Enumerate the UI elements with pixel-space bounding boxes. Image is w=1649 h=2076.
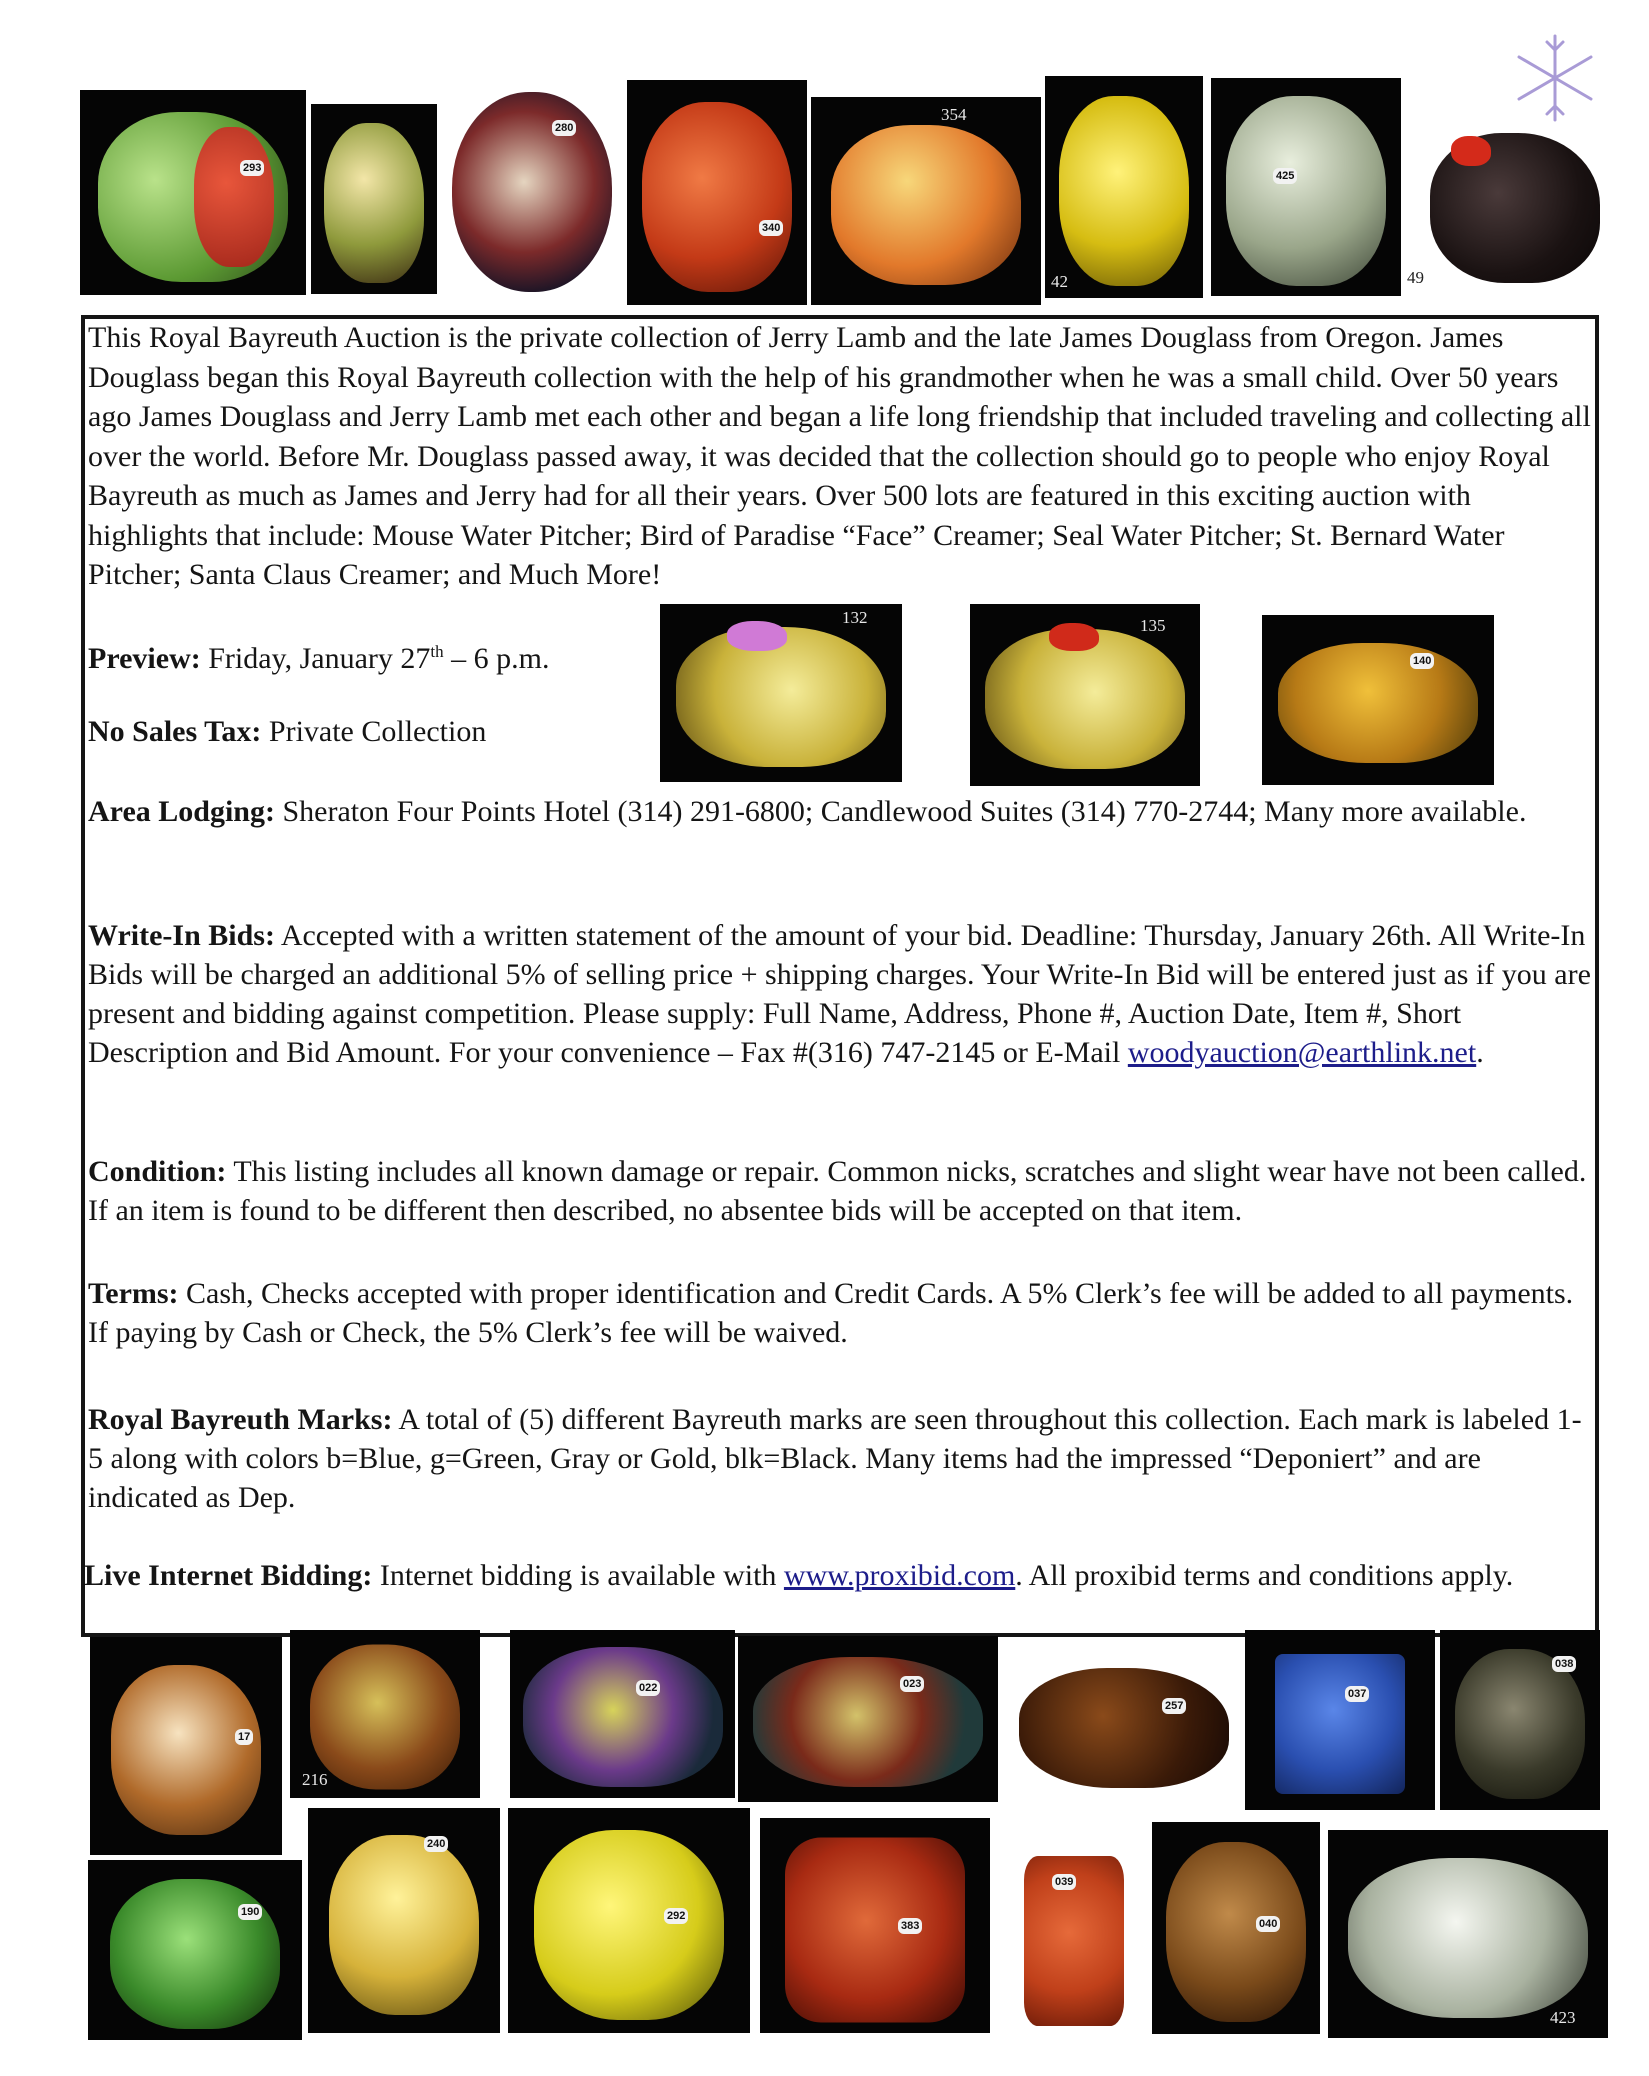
sales-tax-line xyxy=(88,712,648,751)
write-in-label: Write-In Bids: xyxy=(88,919,275,952)
photo-ram-left xyxy=(660,604,902,782)
lot-label: 037 xyxy=(1345,1686,1369,1702)
photo-shell-teapot xyxy=(1211,78,1401,296)
condition-label: Condition: xyxy=(88,1155,227,1188)
preview-time: – 6 p.m. xyxy=(443,642,550,675)
lot-number: 49 xyxy=(1407,268,1424,287)
terms-text: Cash, Checks accepted with proper identification and Credit Cards. A 5% Clerk’s fee will be added to all payments. If paying by Cash or Check, the 5% Clerk’s fee will be waived. xyxy=(88,1277,1574,1349)
photo-lettuce-ladybug-pitcher xyxy=(80,90,306,295)
lodging-label: Area Lodging: xyxy=(88,795,275,828)
photo-butterfly-creamer-2 xyxy=(738,1636,998,1802)
lot-label: 293 xyxy=(240,160,264,176)
photo-gold-creamer xyxy=(308,1808,500,2033)
lot-label: 257 xyxy=(1162,1698,1186,1714)
snowflake-icon xyxy=(1505,28,1605,128)
lot-label: 292 xyxy=(664,1908,688,1924)
preview-label: Preview: xyxy=(88,642,201,675)
lot-number: 132 xyxy=(842,608,868,627)
lodging-paragraph xyxy=(88,792,1558,831)
photo-bear-pitcher xyxy=(1152,1822,1320,2034)
photo-clown-pitcher xyxy=(88,1860,302,2040)
terms-label: Terms: xyxy=(88,1277,179,1310)
preview-date: Friday, January 27 xyxy=(208,642,431,675)
photo-cat-pitcher xyxy=(1045,76,1203,298)
photo-lobster-pitcher xyxy=(627,80,807,305)
preview-date-suffix: th xyxy=(430,642,444,661)
photo-blue-mug xyxy=(1245,1630,1435,1810)
photo-ram-right xyxy=(970,604,1200,786)
photo-portrait-vase xyxy=(442,80,622,295)
write-in-end: . xyxy=(1476,1036,1484,1069)
proxibid-link[interactable]: www.proxibid.com xyxy=(783,1559,1016,1592)
photo-apple-pitcher xyxy=(811,97,1041,305)
lot-label: 022 xyxy=(636,1680,660,1696)
lot-label: 383 xyxy=(898,1918,922,1934)
condition-paragraph xyxy=(88,1152,1598,1230)
internet-text: Internet bidding is available with xyxy=(379,1559,777,1592)
lot-number: 135 xyxy=(1140,616,1166,635)
photo-red-vase xyxy=(760,1818,990,2033)
terms-paragraph xyxy=(88,1274,1588,1352)
photo-butterfly-creamer-1 xyxy=(510,1630,735,1798)
photo-turtle xyxy=(1262,615,1494,785)
lot-label: 023 xyxy=(900,1676,924,1692)
sales-tax-text: Private Collection xyxy=(268,715,487,748)
lot-label: 17 xyxy=(235,1729,253,1745)
lot-label: 040 xyxy=(1256,1916,1280,1932)
lot-number: 423 xyxy=(1550,2008,1576,2027)
photo-parrot-vase xyxy=(1000,1838,1148,2036)
write-in-paragraph xyxy=(88,916,1598,1072)
photo-lemon-pitcher xyxy=(508,1808,750,2033)
lot-label: 190 xyxy=(238,1904,262,1920)
lot-label: 039 xyxy=(1052,1874,1076,1890)
internet-label: Live Internet Bidding: xyxy=(84,1559,373,1592)
photo-parrot-pitcher xyxy=(290,1630,480,1798)
marks-label: Royal Bayreuth Marks: xyxy=(88,1403,393,1436)
photo-rooster-pitcher xyxy=(1405,110,1625,298)
lot-number: 354 xyxy=(941,105,967,124)
lot-label: 038 xyxy=(1552,1656,1576,1672)
photo-moose-pitcher xyxy=(90,1637,282,1855)
internet-end: . All proxibid terms and conditions apply. xyxy=(1015,1559,1514,1592)
marks-text: A total of (5) different Bayreuth marks are seen throughout this collection. Each mark is labeled 1-5 along with colors b=Blue, g=Green, Gray or Gold, blk=Black. Many items had the impressed “Deponiert” and are indicated as Dep. xyxy=(88,1403,1582,1514)
lot-number: 216 xyxy=(302,1770,328,1789)
preview-line xyxy=(88,632,648,678)
photo-buffalo xyxy=(1004,1646,1244,1804)
internet-paragraph xyxy=(84,1556,1594,1595)
condition-text: This listing includes all known damage or repair. Common nicks, scratches and slight wear have not been called. If an item is found to be different then described, no absentee bids will be accepted on that item. xyxy=(88,1155,1587,1227)
photo-shell-creamer xyxy=(1328,1830,1608,2038)
sales-tax-label: No Sales Tax: xyxy=(88,715,262,748)
lot-label: 240 xyxy=(424,1836,448,1852)
photo-monkey-pitcher xyxy=(1440,1630,1600,1810)
email-link[interactable]: woodyauction@earthlink.net xyxy=(1127,1036,1477,1069)
lot-label: 425 xyxy=(1273,168,1297,184)
lot-label: 280 xyxy=(552,120,576,136)
intro-paragraph xyxy=(88,318,1598,595)
lot-label: 340 xyxy=(759,220,783,236)
intro-text: This Royal Bayreuth Auction is the private collection of Jerry Lamb and the late James Douglass from Oregon. James Douglass began this Royal Bayreuth collection with the help of his grandmother when he was a small child. Over 50 years ago James Douglass and Jerry Lamb met each other and began a life long friendship that included traveling and collecting all over the world. Before Mr. Douglass passed away, it was decided that the collection should go to people who enjoy Royal Bayreuth as much as James and Jerry had for all their years. Over 500 lots are featured in this exciting auction with highlights that include: Mouse Water Pitcher; Bird of Paradise “Face” Creamer; Seal Water Pitcher; St. Bernard Water Pitcher; Santa Claus Creamer; and Much More! xyxy=(88,321,1591,591)
lot-label: 140 xyxy=(1410,653,1434,669)
write-in-text: Accepted with a written statement of the amount of your bid. Deadline: Thursday, January 26th. All Write-In Bids will be charged an additional 5% of selling price + shipping charges. Your Write-In Bid will be entered just as if you are present and bidding against competition. Please supply: Full Name, Address, Phone #, Auction Date, Item #, Short Description and Bid Amount. For your convenience – Fax #(316) 747-2145 or E-Mail xyxy=(88,919,1591,1069)
photo-bird-pitcher xyxy=(311,104,437,294)
marks-paragraph xyxy=(88,1400,1588,1517)
lot-number: 42 xyxy=(1051,272,1068,291)
lodging-text: Sheraton Four Points Hotel (314) 291-6800; Candlewood Suites (314) 770-2744; Many more available. xyxy=(282,795,1527,828)
